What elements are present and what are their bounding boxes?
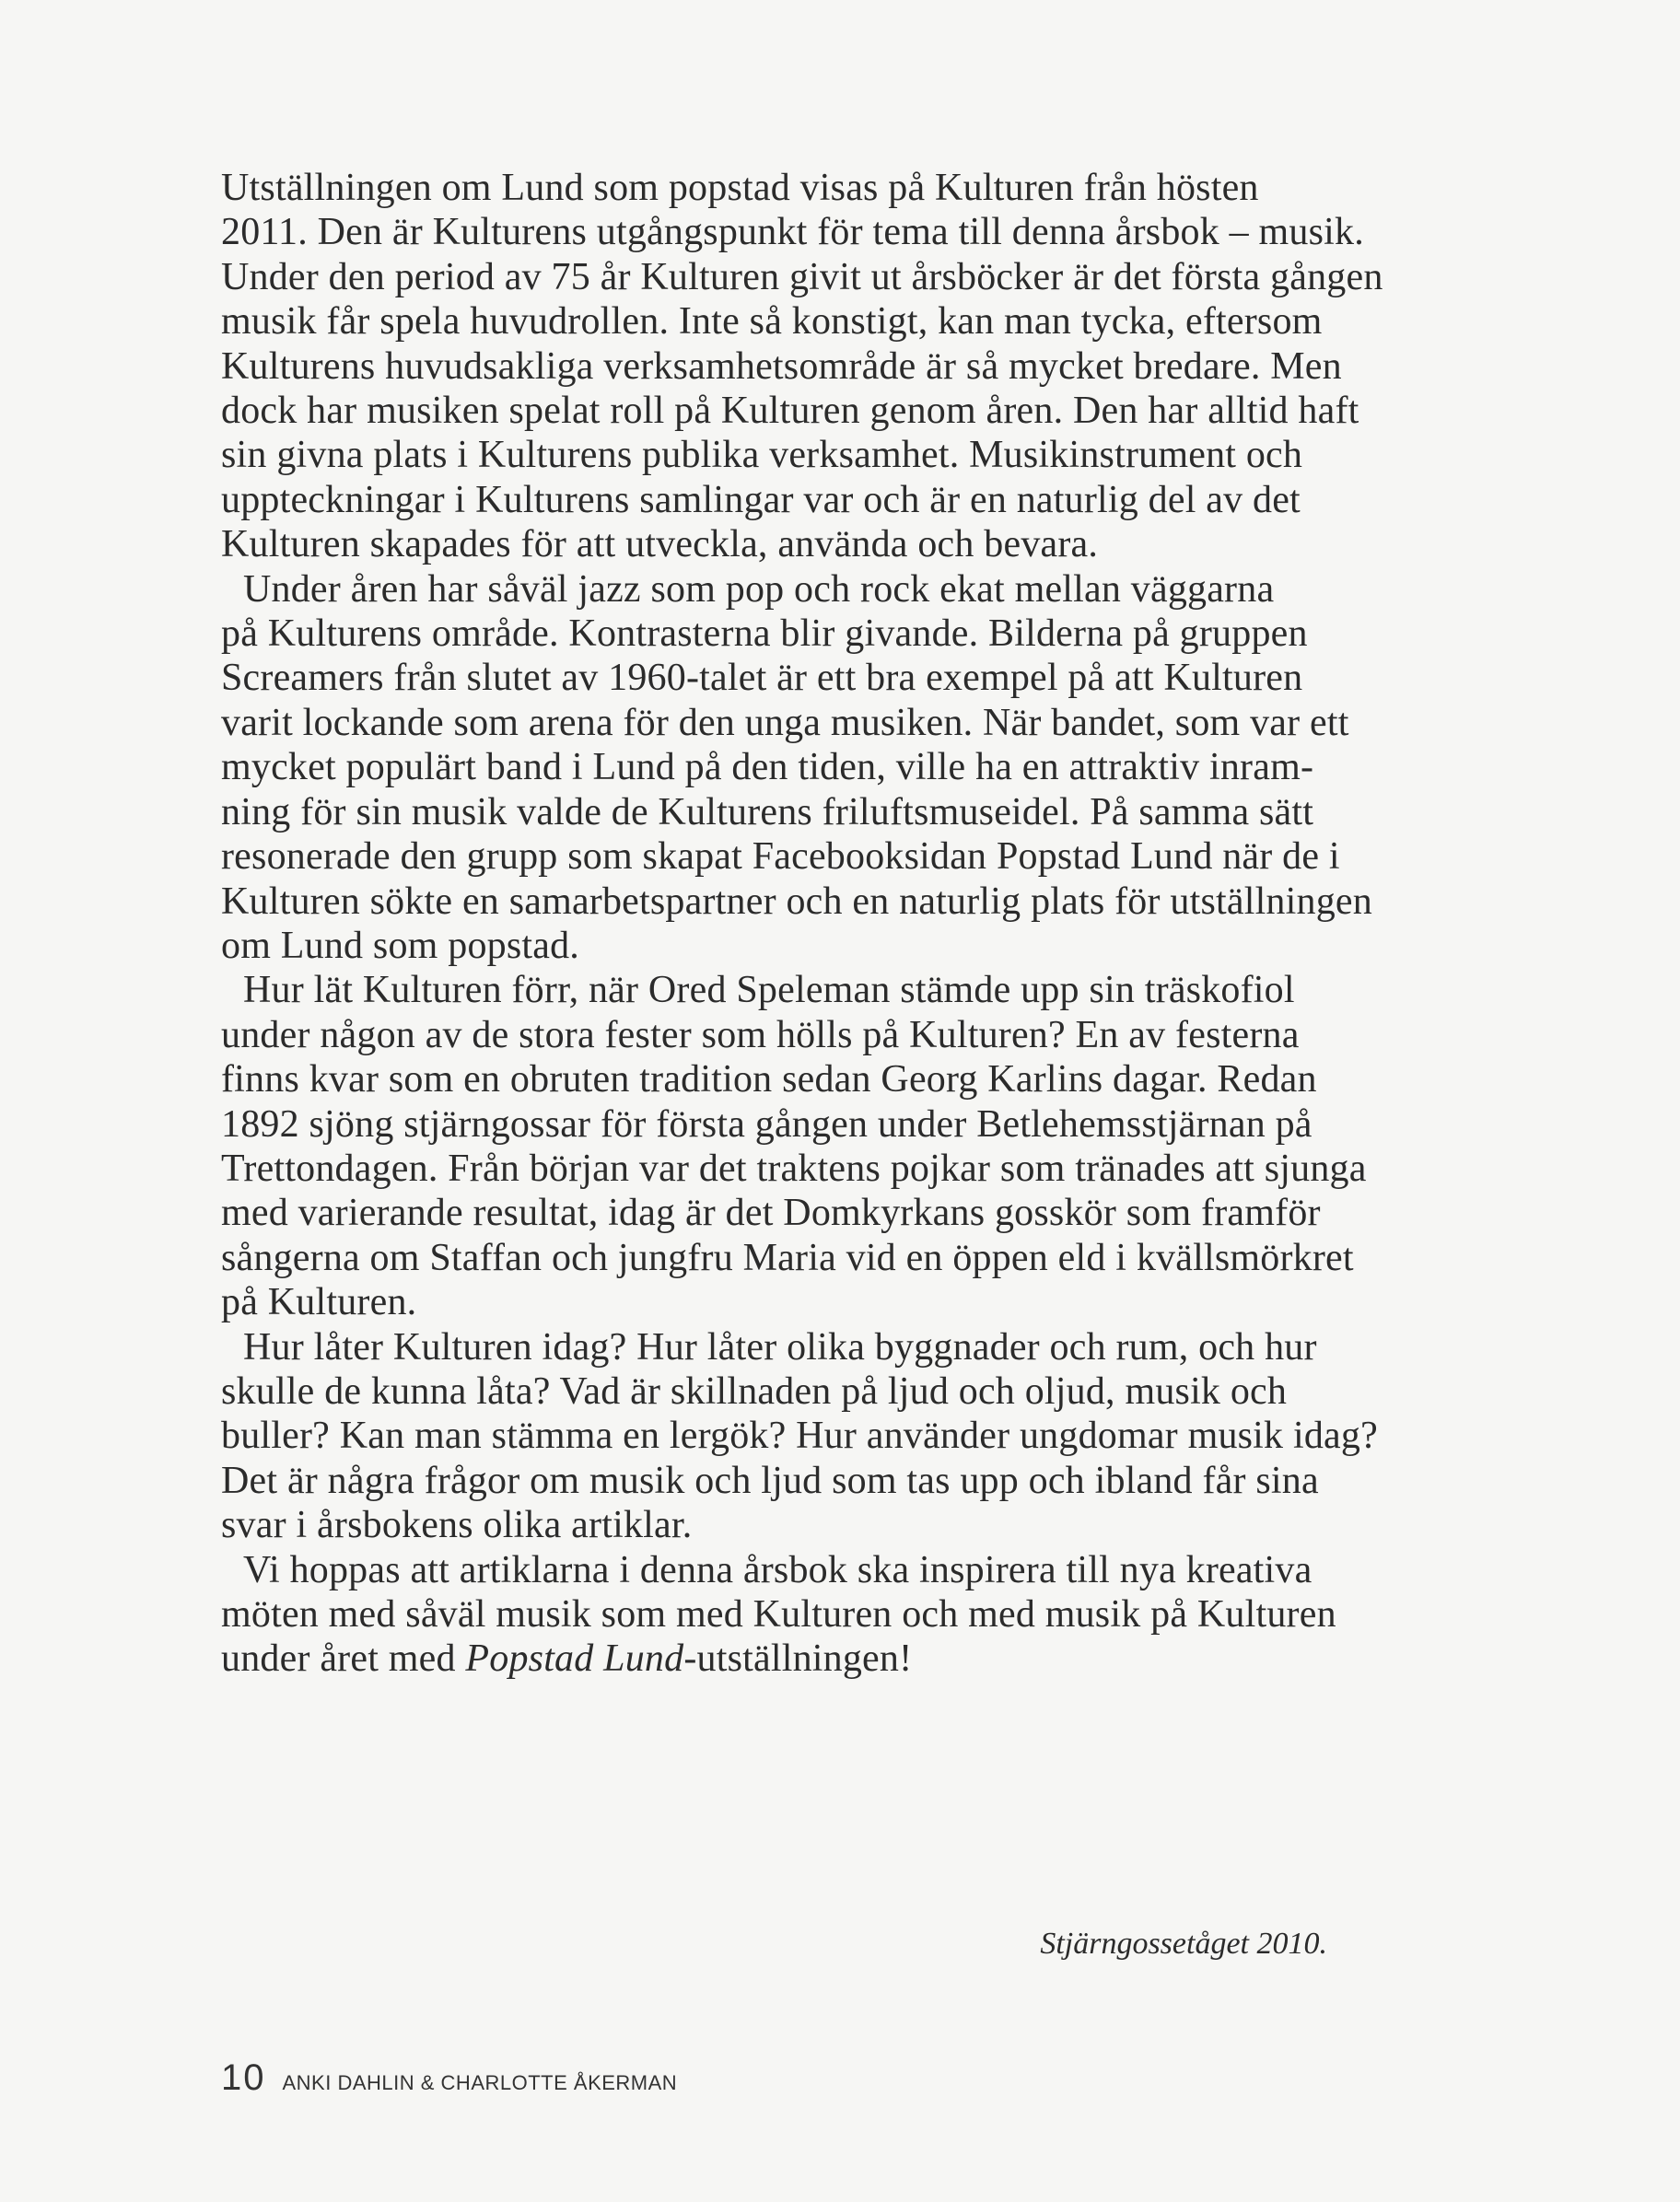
paragraph-1: [221, 166, 1383, 567]
text-line: Hur lät Kulturen förr, när Ored Speleman stämde upp sin träskofiol: [243, 969, 1295, 1012]
text-line: Screamers från slutet av 1960-talet är ett bra exempel på att Kulturen: [221, 657, 1303, 700]
text-line: Hur låter Kulturen idag? Hur låter olika byggnader och rum, och hur: [243, 1325, 1317, 1369]
text-line: sångerna om Staffan och jungfru Maria vid en öppen eld i kvällsmörkret: [221, 1236, 1354, 1279]
text-line: på Kulturens område. Kontrasterna blir givande. Bilderna på gruppen: [221, 612, 1308, 656]
text-line: Det är några frågor om musik och ljud som tas upp och ibland får sina: [221, 1459, 1319, 1502]
text-line: om Lund som popstad.: [221, 924, 579, 967]
running-footer-authors: ANKI DAHLIN & CHARLOTTE ÅKERMAN: [282, 2071, 678, 2094]
text-line: Vi hoppas att artiklarna i denna årsbok ska inspirera till nya kreativa: [243, 1548, 1312, 1591]
text-line: ning för sin musik valde de Kulturens friluftsmuseidel. På samma sätt: [221, 790, 1314, 833]
text-line: dock har musiken spelat roll på Kulturen genom åren. Den har alltid haft: [221, 390, 1359, 433]
text-segment: under året med: [221, 1637, 466, 1681]
text-line: sin givna plats i Kulturens publika verksamhet. Musikinstrument och: [221, 434, 1303, 477]
body-text: [221, 166, 1383, 1682]
text-line: under någon av de stora fester som hölls på Kulturen? En av festerna: [221, 1013, 1300, 1056]
text-line: Kulturen sökte en samarbetspartner och en naturlig plats för utställningen: [221, 880, 1372, 923]
text-line: Under den period av 75 år Kulturen givit ut årsböcker är det första gången: [221, 255, 1383, 298]
text-line: musik får spela huvudrollen. Inte så konstigt, kan man tycka, eftersom: [221, 300, 1323, 344]
text-line: Utställningen om Lund som popstad visas på Kulturen från hösten: [221, 167, 1259, 209]
text-line: mycket populärt band i Lund på den tiden, ville ha en attraktiv inram-: [221, 746, 1314, 789]
paragraph-5: [221, 1548, 1372, 1682]
text-line: 1892 sjöng stjärngossar för första gången under Betlehemsstjärnan på: [221, 1102, 1312, 1146]
text-line: resonerade den grupp som skapat Facebooksidan Popstad Lund när de i: [221, 835, 1340, 879]
page-number: 10: [221, 2057, 266, 2098]
text-line: Kulturen skapades för att utveckla, använda och bevara.: [221, 523, 1099, 566]
text-line: finns kvar som en obruten tradition sedan Georg Karlins dagar. Redan: [221, 1058, 1317, 1101]
text-line: svar i årsbokens olika artiklar.: [221, 1504, 693, 1547]
text-line: 2011. Den är Kulturens utgångspunkt för tema till denna årsbok – musik.: [221, 211, 1364, 254]
paragraph-3: [221, 968, 1372, 1324]
paragraph-2: [221, 567, 1372, 969]
text-segment: -utställningen!: [683, 1637, 913, 1681]
page-footer: [221, 2057, 677, 2099]
text-line: Under åren har såväl jazz som pop och rock ekat mellan väggarna: [243, 567, 1275, 611]
text-line: buller? Kan man stämma en lergök? Hur använder ungdomar musik idag?: [221, 1415, 1378, 1458]
text-line: uppteckningar i Kulturens samlingar var och är en naturlig del av det: [221, 478, 1301, 521]
paragraph-4: [221, 1325, 1378, 1548]
text-line: Trettondagen. Från början var det traktens pojkar som tränades att sjunga: [221, 1147, 1367, 1190]
text-line: möten med såväl musik som med Kulturen och med musik på Kulturen: [221, 1593, 1336, 1636]
text-line: varit lockande som arena för den unga musiken. När bandet, som var ett: [221, 701, 1349, 744]
text-line: Kulturens huvudsakliga verksamhetsområde är så mycket bredare. Men: [221, 344, 1342, 388]
text-line: med varierande resultat, idag är det Domkyrkans gosskör som framför: [221, 1192, 1321, 1235]
text-line: [221, 1637, 1372, 1681]
image-caption: Stjärngossetåget 2010.: [1040, 1927, 1327, 1961]
text-line: skulle de kunna låta? Vad är skillnaden på ljud och oljud, musik och: [221, 1369, 1288, 1413]
exhibition-title: Popstad Lund: [465, 1637, 684, 1681]
text-line: på Kulturen.: [221, 1281, 417, 1324]
